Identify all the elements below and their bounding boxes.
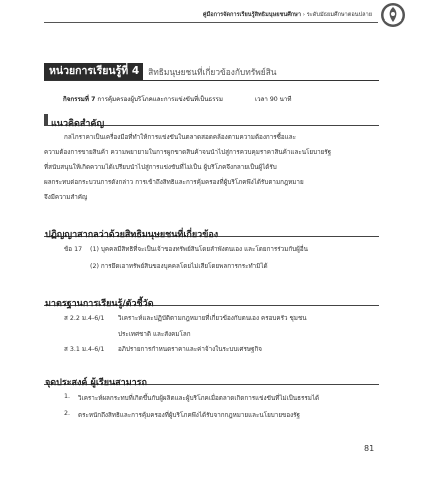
running-header-rest: › ระดับมัธยมศึกษาตอนปลาย [300, 12, 372, 18]
standard-text: อภิปรายการกำหนดราคาและค่าจ้างในระบบเศรษฐกิจ [118, 346, 262, 353]
standard-text: วิเคราะห์และปฏิบัติตามกฎหมายที่เกี่ยวข้องกับตนเอง ครอบครัว ชุมชน [118, 315, 307, 322]
section-heading-text: แนวคิดสำคัญ [51, 119, 105, 129]
section-heading-declaration [44, 222, 379, 240]
standard-code: ส 3.1 ม.4-6/1 [64, 346, 105, 353]
section-heading-concept [44, 111, 379, 129]
activity-label: กิจกรรมที่ 7 [63, 96, 96, 103]
page-number: 81 [364, 444, 375, 453]
objective-text: ตระหนักถึงสิทธิและการคุ้มครองที่ผู้บริโภคพึงได้รับจากกฎหมายและนโยบายของรัฐ [78, 412, 301, 419]
header-rule [44, 22, 378, 23]
unit-label: หน่วยการเรียนรู้ที่ 4 [44, 63, 143, 80]
section-heading-text: มาตรฐานการเรียนรู้/ตัวชี้วัด [45, 299, 154, 309]
running-header-bold: คู่มือการจัดการเรียนรู้สิทธิมนุษยชนศึกษา [202, 12, 301, 18]
concept-line: ที่สนับสนุนให้เกิดความได้เปรียบนำไปสู่การแข่งขันที่ไม่เป็น ผู้บริโภคจึงกลายเป็นผู้ได้รับ [44, 164, 277, 171]
concept-line: จึงมีความสำคัญ [44, 194, 88, 201]
activity-title: การคุ้มครองผู้บริโภคและการแข่งขันที่เป็นธรรม [97, 96, 223, 103]
unit-title: สิทธิมนุษยชนที่เกี่ยวข้องกับทรัพย์สิน [148, 66, 277, 77]
section-heading-text: ปฏิญญาสากลว่าด้วยสิทธิมนุษยชนที่เกี่ยวข้อง [45, 230, 219, 240]
activity-line [63, 94, 373, 104]
concept-line: ความต้องการขายสินค้า ความพยายามในการผูกขาดสินค้าจนนำไปสู่การควบคุมราคาสินค้าและนโยบายรัฐ [44, 149, 332, 156]
concept-paragraph [44, 130, 380, 205]
standard-code: ส 2.2 ม.4-6/1 [64, 315, 105, 322]
standard-text: ประเทศชาติ และสังคมโลก [118, 331, 191, 338]
concept-line: ผลกระทบต่อกระบวนการดังกล่าว การเข้าถึงสิทธิและการคุ้มครองที่ผู้บริโภคพึงได้รับตามกฎหมาย [44, 179, 304, 186]
objective-number: 1. [64, 393, 71, 400]
section-heading-objectives [44, 370, 379, 388]
declaration-article: ข้อ 17 [64, 246, 83, 253]
unit-banner [44, 63, 379, 81]
declaration-item: (1) บุคคลมีสิทธิที่จะเป็นเจ้าของทรัพย์สินโดยลำพังตนเอง และโดยการร่วมกับผู้อื่น [90, 246, 308, 253]
declaration-item: (2) การยึดเอาทรัพย์สินของบุคคลโดยไม่เสียโดยพลการกระทำมิได้ [90, 263, 268, 270]
section-heading-standards [44, 291, 379, 309]
objective-text: วิเคราะห์ผลกระทบที่เกิดขึ้นกับผู้ผลิตและผู้บริโภคเมื่อตลาดเกิดการแข่งขันที่ไม่เป็นธรรมได้ [78, 395, 320, 402]
activity-time: เวลา 90 นาที [255, 96, 292, 103]
concept-line: กลไกราคาเป็นเครื่องมือที่ทำให้การแข่งขันในตลาดสอดคล้องตามความต้องการซื้อและ [64, 134, 296, 141]
section-heading-text: จุดประสงค์ ผู้เรียนสามารถ [45, 378, 147, 388]
emblem-logo [380, 2, 406, 28]
running-header [150, 11, 372, 19]
objective-number: 2. [64, 410, 71, 417]
